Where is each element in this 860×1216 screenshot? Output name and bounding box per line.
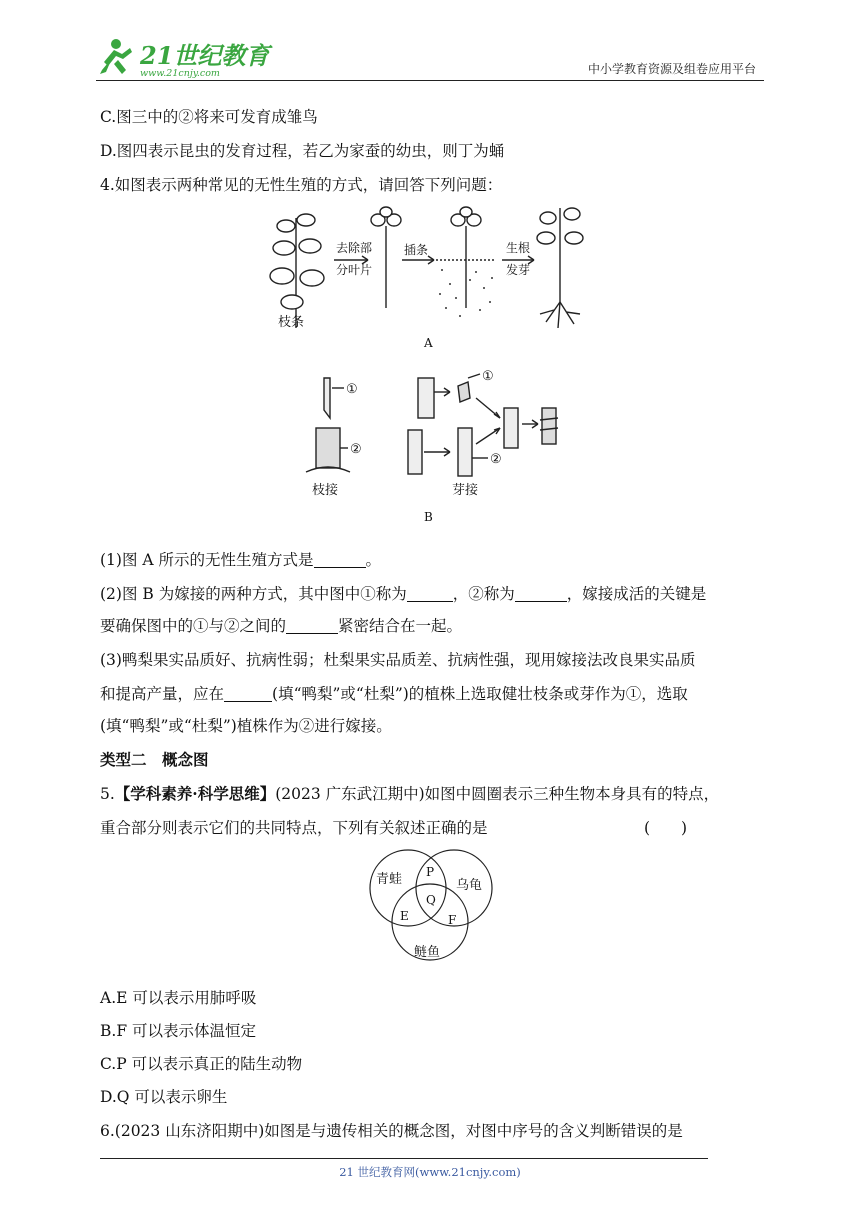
footer-rule <box>100 1158 708 1159</box>
site-logo <box>96 36 270 80</box>
q5-tag: 【学科素养·科学思维】 <box>114 784 276 803</box>
figure-a-caption: A <box>424 336 433 350</box>
q5-option-a: A.E 可以表示用肺呼吸 <box>100 989 257 1007</box>
q5-option-b: B.F 可以表示体温恒定 <box>100 1022 256 1040</box>
header-rule <box>96 80 764 81</box>
q4-part3-line2: 和提高产量，应在 (填“鸭梨”或“杜梨”)的植株上选取健壮枝条或芽作为①，选取 <box>100 685 688 703</box>
q5-option-c: C.P 可以表示真正的陆生动物 <box>100 1055 303 1073</box>
answer-blank[interactable] <box>224 686 272 703</box>
answer-blank[interactable] <box>286 618 338 635</box>
prev-option-c: C.图三中的②将来可发育成雏鸟 <box>100 108 318 126</box>
logo-url: www.21cnjy.com <box>140 68 220 79</box>
q4-part2-line1: (2)图 B 为嫁接的两种方式，其中图中①称为 ，②称为 ，嫁接成活的关键是 <box>100 585 707 603</box>
bud-graft-label-2: ② <box>490 452 502 467</box>
arrow1-label-2: 分叶片 <box>336 263 373 277</box>
venn-label-fish: 鲢鱼 <box>414 945 441 960</box>
arrow3-label-2: 发芽 <box>506 263 531 277</box>
footer-text: 21 世纪教育网(www.21cnjy.com) <box>339 1165 521 1179</box>
header-platform-text: 中小学教育资源及组卷应用平台 <box>587 62 756 76</box>
label-branch-graft: 枝接 <box>312 483 339 498</box>
logo-text: 21世纪教育 <box>140 41 270 70</box>
figure-b-caption: B <box>424 510 433 524</box>
venn-label-e: E <box>400 909 409 923</box>
q4-part3-line1: (3)鸭梨果实品质好、抗病性弱；杜梨果实品质差、抗病性强，现用嫁接法改良果实品质 <box>100 651 696 669</box>
branch-graft-label-1: ① <box>346 382 358 397</box>
venn-label-p: P <box>426 865 435 879</box>
arrow1-label-1: 去除部 <box>336 241 373 255</box>
answer-blank[interactable] <box>515 586 567 603</box>
answer-blank[interactable] <box>314 552 366 569</box>
branch-graft <box>306 378 362 472</box>
q5-stem-line1: 5.【学科素养·科学思维】(2023 广东武江期中)如图中圆圈表示三种生物本身具有的特点， <box>100 784 720 803</box>
q4-part3-line3: (填“鸭梨”或“杜梨”)植株作为②进行嫁接。 <box>100 717 392 735</box>
q5-stem-line2: 重合部分则表示它们的共同特点，下列有关叙述正确的是 <box>100 819 488 837</box>
figure-b-grafting <box>300 368 570 508</box>
venn-diagram <box>360 846 510 970</box>
rooted-plant <box>537 208 583 328</box>
q5-answer-paren: ( ) <box>644 819 688 837</box>
branch-illustration <box>270 214 324 328</box>
branch-graft-label-2: ② <box>350 442 362 457</box>
q4-part2-line2: 要确保图中的①与②之间的 紧密结合在一起。 <box>100 617 463 635</box>
venn-label-frog: 青蛙 <box>376 872 403 887</box>
answer-blank[interactable] <box>407 586 453 603</box>
prev-option-d: D.图四表示昆虫的发育过程，若乙为家蚕的幼虫，则丁为蛹 <box>100 142 505 160</box>
stripped-cutting <box>371 207 401 308</box>
q5-option-d: D.Q 可以表示卵生 <box>100 1088 228 1106</box>
section-title-concept-map: 类型二 概念图 <box>100 750 209 769</box>
q6-stem: 6.(2023 山东济阳期中)如图是与遗传相关的概念图，对图中序号的含义判断错误的是 <box>100 1122 683 1140</box>
label-branch: 枝条 <box>278 315 305 330</box>
bud-graft-label-1: ① <box>482 369 494 384</box>
q4-stem: 4.如图表示两种常见的无性生殖的方式，请回答下列问题： <box>100 176 503 194</box>
venn-label-q: Q <box>426 893 436 907</box>
cutting-in-soil <box>436 207 496 317</box>
venn-label-f: F <box>448 913 457 927</box>
venn-label-turtle: 乌龟 <box>456 878 483 893</box>
bud-graft <box>408 369 558 476</box>
q4-part1: (1)图 A 所示的无性生殖方式是 。 <box>100 551 382 569</box>
label-bud-graft: 芽接 <box>452 483 479 498</box>
figure-a-cutting <box>270 198 590 358</box>
arrow2-label: 插条 <box>404 243 429 257</box>
arrow3-label-1: 生根 <box>506 241 531 255</box>
